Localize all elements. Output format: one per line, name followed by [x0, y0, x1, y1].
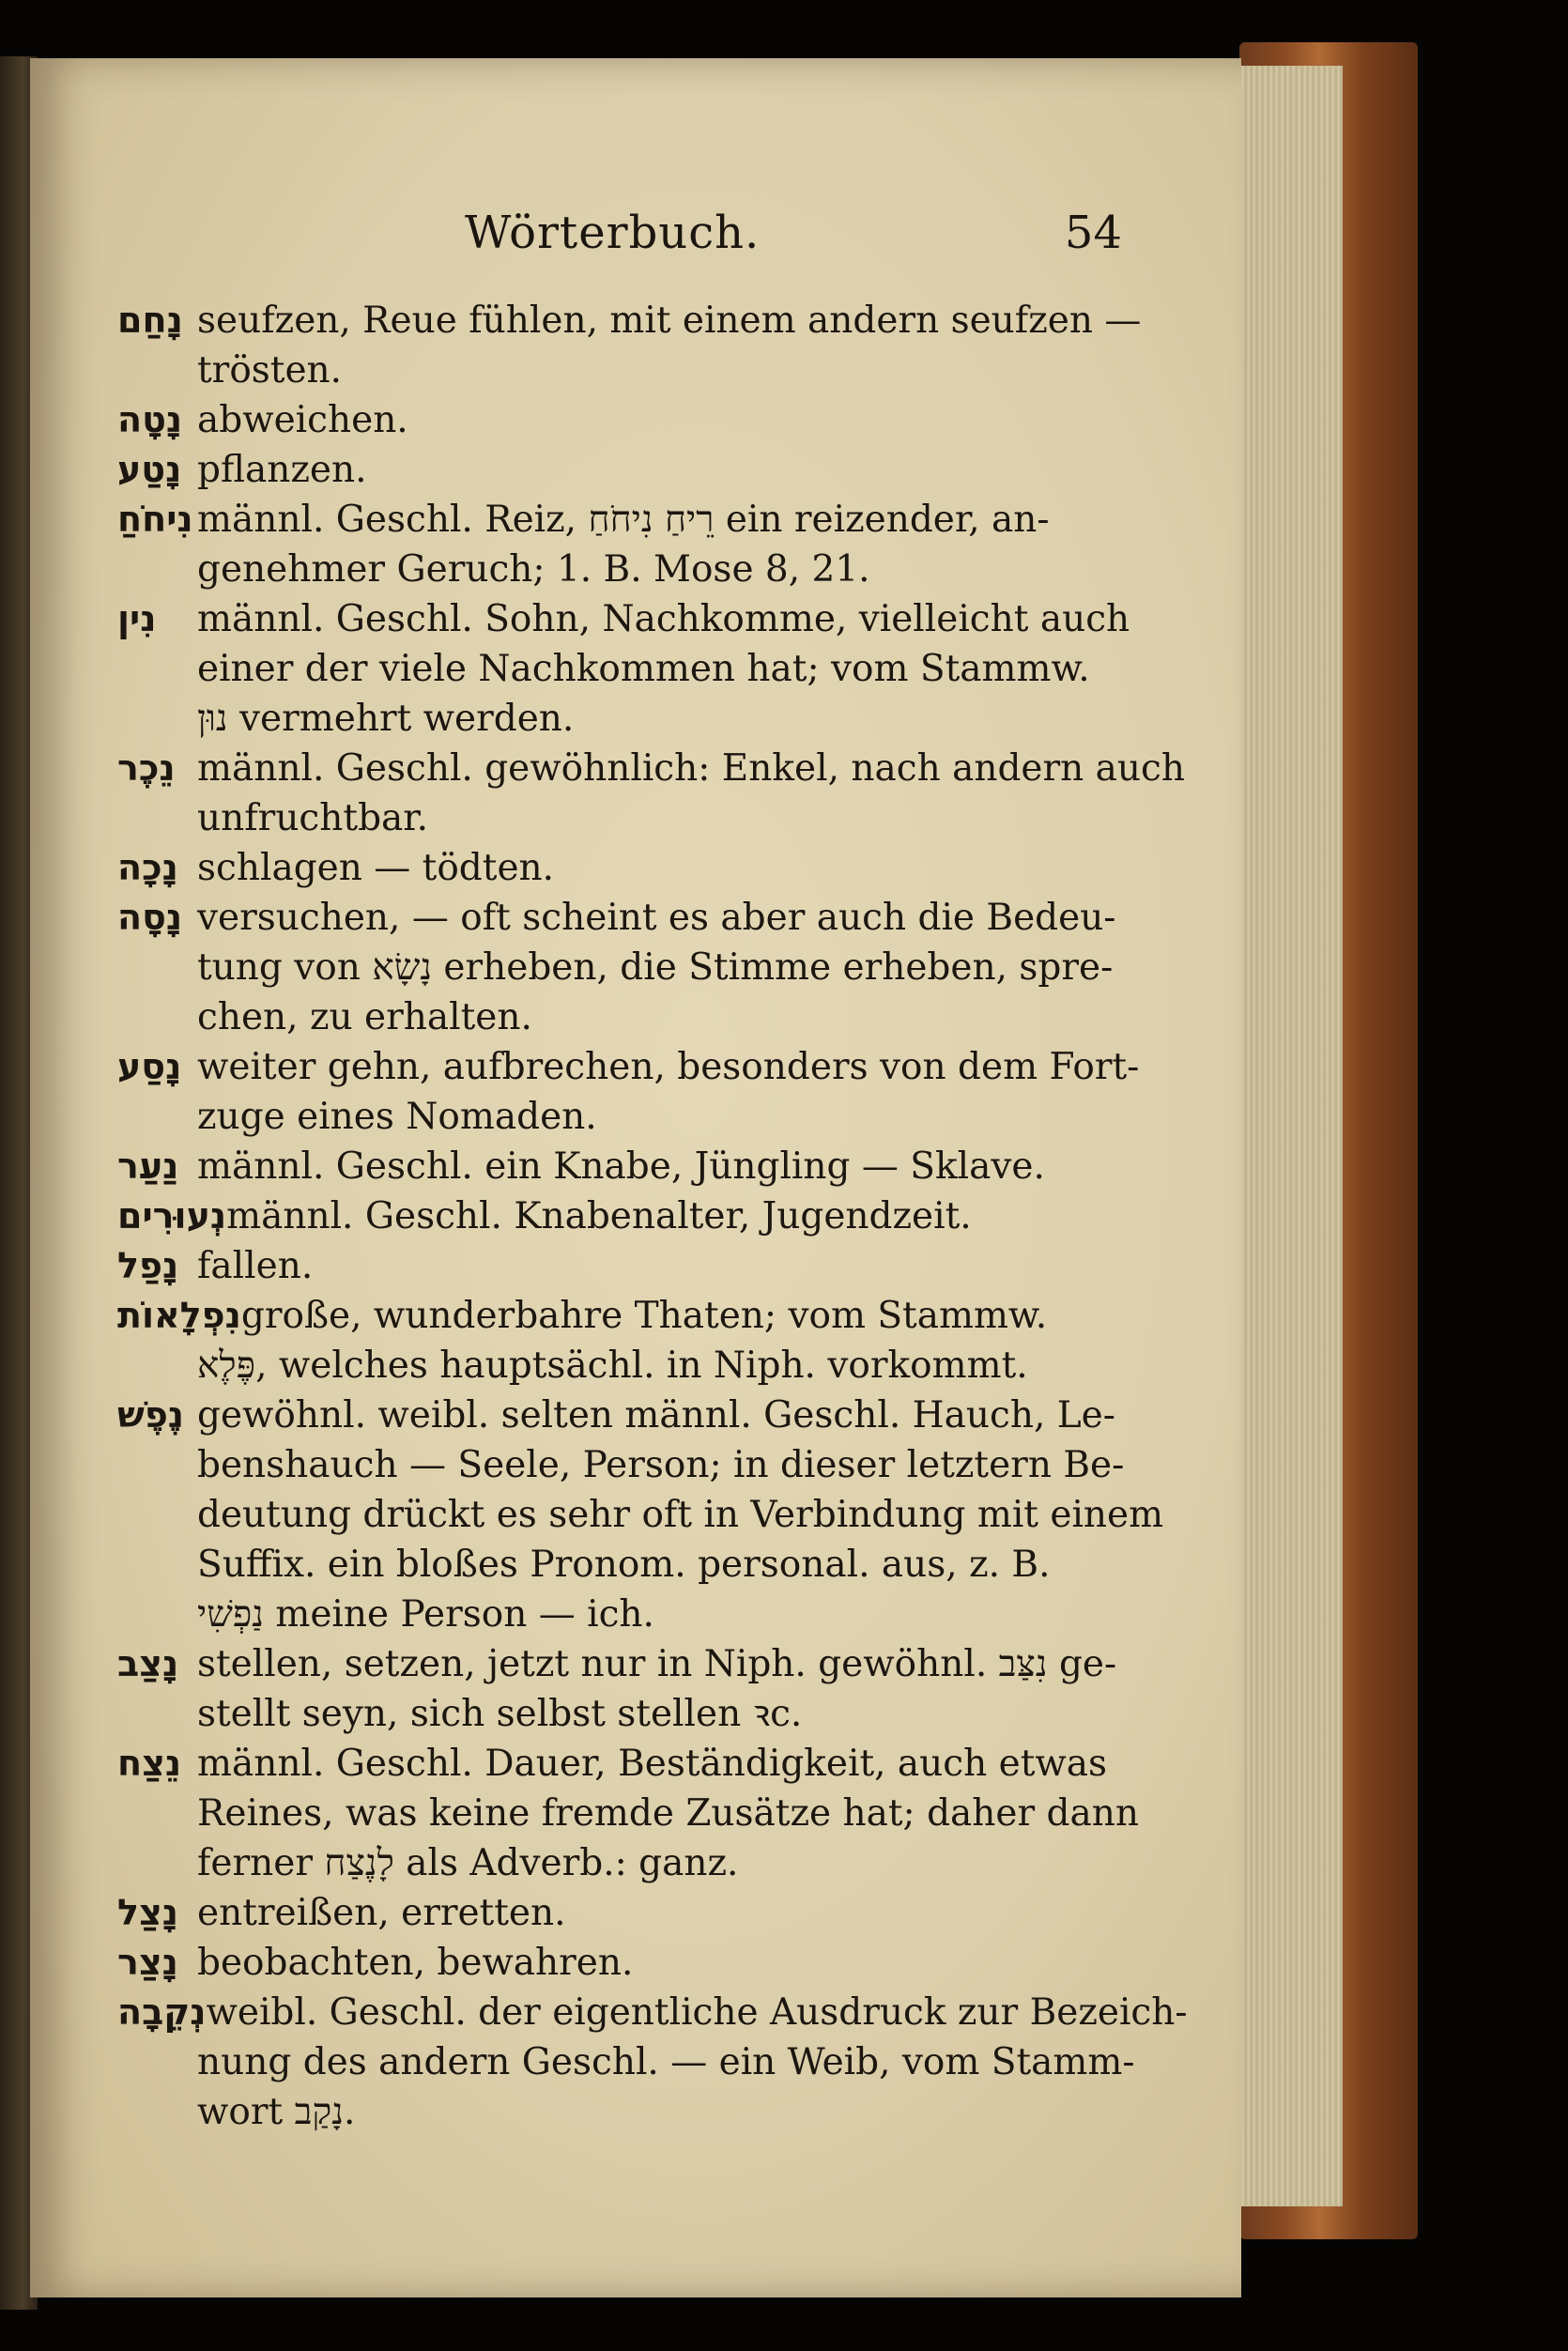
entry-first-line: [117, 495, 1160, 545]
definition-text: einer der viele Nachkommen hat; vom Stammw.: [197, 648, 1090, 690]
entry-first-line: [117, 1988, 1188, 2037]
entry-continuation-line: [117, 346, 1160, 395]
definition-text: פֶּלֶא, welches hauptsächl. in Niph. vorkommt.: [197, 1345, 1028, 1387]
hebrew-headword: נָצַר: [117, 1942, 178, 1983]
hebrew-headword: נָצַל: [117, 1892, 179, 1933]
entry-first-line: [117, 1291, 1160, 1341]
definition-text: tung von נָשָׂא erheben, die Stimme erheben, spre-: [197, 946, 1114, 989]
definition-text: chen, zu erhalten.: [197, 996, 532, 1038]
definition-text: männl. Geschl. Sohn, Nachkomme, vielleicht auch: [197, 598, 1130, 640]
definition-text: schlagen — tödten.: [197, 847, 555, 889]
definition-text: deutung drückt es sehr oft in Verbindung mit einem: [197, 1494, 1164, 1536]
entry-first-line: [117, 1639, 1160, 1689]
hebrew-headword: נָכָה: [117, 847, 178, 888]
definition-text: männl. Geschl. Dauer, Beständigkeit, auch etwas: [197, 1743, 1108, 1785]
running-title: Wörterbuch.: [465, 207, 761, 259]
definition-text: weibl. Geschl. der eigentliche Ausdruck zur Bezeich-: [206, 1991, 1188, 2034]
hebrew-headword: נִפְלָאוֹת: [117, 1295, 241, 1336]
entry-continuation-line: [117, 644, 1160, 694]
dictionary-entry: [117, 1938, 1160, 1988]
entry-continuation-line: [117, 2087, 1160, 2137]
dictionary-entry: [117, 1988, 1188, 2137]
hebrew-headword: נָסַע: [117, 1046, 182, 1087]
dictionary-entry: [117, 843, 1160, 893]
dictionary-entry: [117, 893, 1160, 1042]
definition-text: benshauch — Seele, Person; in dieser letztern Be-: [197, 1444, 1125, 1486]
entry-first-line: [117, 395, 1160, 445]
hebrew-headword: נָפַל: [117, 1245, 179, 1286]
hebrew-headword: נְעוּרִים: [117, 1195, 227, 1237]
definition-text: abweichen.: [197, 399, 408, 441]
entry-first-line: [117, 1241, 1160, 1291]
entry-continuation-line: [117, 1689, 1160, 1739]
dictionary-entry: [117, 1391, 1164, 1639]
entry-first-line: [117, 1042, 1160, 1092]
entry-continuation-line: [117, 1092, 1160, 1142]
hebrew-headword: נִיחֹחַ: [117, 499, 193, 540]
entry-continuation-line: [117, 1838, 1160, 1888]
entry-first-line: [117, 1142, 1160, 1191]
definition-text: männl. Geschl. Knabenalter, Jugendzeit.: [226, 1195, 972, 1237]
dictionary-entries: [117, 296, 1188, 2137]
definition-text: zuge eines Nomaden.: [197, 1096, 597, 1138]
entry-first-line: [117, 445, 1160, 495]
running-header: [465, 207, 1122, 272]
hebrew-headword: נֵכֶר: [117, 747, 176, 789]
definition-text: pflanzen.: [197, 449, 367, 491]
definition-text: versuchen, — oft scheint es aber auch die Bedeu-: [197, 897, 1116, 939]
dictionary-entry: [117, 445, 1160, 495]
hebrew-headword: נָטַע: [117, 449, 182, 490]
hebrew-headword: נִין: [117, 598, 157, 639]
hebrew-headword: נְקֵבָה: [117, 1991, 207, 2033]
entry-continuation-line: [117, 1540, 1160, 1590]
entry-first-line: [117, 893, 1160, 943]
entry-continuation-line: [117, 545, 1160, 594]
definition-text: genehmer Geruch; 1. B. Mose 8, 21.: [197, 548, 870, 591]
entry-first-line: [117, 1888, 1160, 1938]
entry-continuation-line: [117, 943, 1160, 992]
entry-first-line: [117, 1938, 1160, 1988]
definition-text: Reines, was keine fremde Zusätze hat; daher dann: [197, 1792, 1139, 1835]
dictionary-entry: [117, 594, 1160, 744]
entry-continuation-line: [117, 694, 1160, 744]
entry-first-line: [117, 744, 1185, 793]
dictionary-entry: [117, 395, 1160, 445]
definition-text: männl. Geschl. Reiz, רֵיחַ נִיחֹחַ ein reizender, an-: [197, 499, 1050, 541]
hebrew-headword: נַעַר: [117, 1145, 179, 1187]
definition-text: männl. Geschl. ein Knabe, Jüngling — Sklave.: [197, 1145, 1045, 1188]
definition-text: stellen, setzen, jetzt nur in Niph. gewöhnl. נִצַּב ge-: [197, 1643, 1117, 1685]
definition-text: Suffix. ein bloßes Pronom. personal. aus, z. B.: [197, 1544, 1051, 1586]
entry-first-line: [117, 1739, 1160, 1789]
entry-continuation-line: [117, 1590, 1160, 1639]
definition-text: fallen.: [197, 1245, 314, 1287]
dictionary-entry: [117, 1888, 1160, 1938]
hebrew-headword: נָסָה: [117, 897, 183, 938]
entry-first-line: [117, 1191, 1160, 1241]
dictionary-entry: [117, 1291, 1160, 1391]
definition-text: große, wunderbahre Thaten; vom Stammw.: [240, 1295, 1048, 1337]
dictionary-entry: [117, 744, 1185, 843]
entry-continuation-line: [117, 992, 1160, 1042]
hebrew-headword: נֶפֶשׁ: [117, 1394, 185, 1436]
dictionary-entry: [117, 296, 1160, 395]
entry-continuation-line: [117, 1490, 1164, 1540]
hebrew-headword: נָחַם: [117, 300, 183, 341]
entry-continuation-line: [117, 2037, 1160, 2087]
dictionary-entry: [117, 1042, 1160, 1142]
entry-continuation-line: [117, 1341, 1160, 1391]
dictionary-entry: [117, 495, 1160, 594]
hebrew-headword: נָצַב: [117, 1643, 179, 1684]
definition-text: entreißen, erretten.: [197, 1892, 566, 1934]
hebrew-headword: נָטָה: [117, 399, 183, 440]
entry-continuation-line: [117, 1789, 1160, 1838]
definition-text: weiter gehn, aufbrechen, besonders von dem Fort-: [197, 1046, 1140, 1088]
dictionary-entry: [117, 1241, 1160, 1291]
definition-text: trösten.: [197, 349, 343, 392]
dictionary-entry: [117, 1739, 1160, 1888]
definition-text: wort נָקַב.: [197, 2091, 356, 2133]
entry-first-line: [117, 296, 1160, 346]
entry-first-line: [117, 843, 1160, 893]
entry-continuation-line: [117, 793, 1160, 843]
page-number: 54: [1064, 207, 1122, 259]
dictionary-entry: [117, 1142, 1160, 1191]
definition-text: unfruchtbar.: [197, 797, 429, 839]
entry-first-line: [117, 1391, 1160, 1440]
hebrew-headword: נֵצַח: [117, 1743, 182, 1784]
definition-text: gewöhnl. weibl. selten männl. Geschl. Hauch, Le-: [197, 1394, 1115, 1437]
entry-first-line: [117, 594, 1160, 644]
definition-text: beobachten, bewahren.: [197, 1942, 634, 1984]
dictionary-entry: [117, 1639, 1160, 1739]
definition-text: männl. Geschl. gewöhnlich: Enkel, nach andern auch: [197, 747, 1185, 790]
entry-continuation-line: [117, 1440, 1160, 1490]
definition-text: ferner לָנֶצַח als Adverb.: ganz.: [197, 1842, 739, 1884]
definition-text: נַפְשִׁי meine Person — ich.: [197, 1593, 654, 1636]
definition-text: stellt seyn, sich selbst stellen ꝛc.: [197, 1693, 803, 1735]
definition-text: נוּן vermehrt werden.: [197, 698, 575, 740]
definition-text: seufzen, Reue fühlen, mit einem andern seufzen —: [197, 300, 1142, 342]
dictionary-entry: [117, 1191, 1160, 1241]
definition-text: nung des andern Geschl. — ein Weib, vom Stamm-: [197, 2041, 1135, 2083]
